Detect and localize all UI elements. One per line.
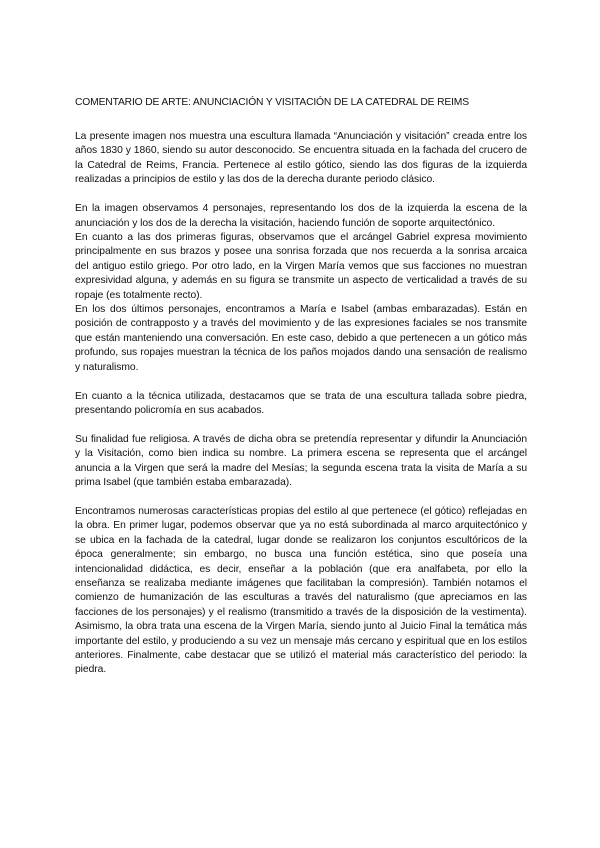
paragraph-technique: En cuanto a la técnica utilizada, destacamos que se trata de una escultura tallada sobre piedra, presentando policromía en sus acabados. [75, 390, 527, 416]
document-body [75, 96, 527, 678]
paragraph-characteristics: Encontramos numerosas características propias del estilo al que pertenece (el gótico) reflejadas en la obra. En primer lugar, podemos observar que ya no está subordinada al marco arquitectónico y se ubica en la fachada de la catedral, lugar donde se realizaron los conjuntos escultóricos de la época generalmente; sin embargo, no busca una función estética, sino que poseía una intencionalidad didáctica, es decir, enseñar a la población (que era analfabeta, por ello la enseñanza se realizaba mediante imágenes que facilitaban la compresión). También notamos el comienzo de humanización de las esculturas a través del naturalismo (que apreciamos en las facciones de los personajes) y el realismo (transmitido a través de la disposición de la vestimenta). Asimismo, la obra trata una escena de la Virgen María, siendo junto al Juicio Final la temática más importante del estilo, y produciendo a su vez un mensaje más cercano y espiritual que en los estilos anteriores. Finalmente, cabe destacar que se utilizó el material más característico del periodo: la piedra. [75, 505, 527, 676]
paragraph-first-figures: En cuanto a las dos primeras figuras, observamos que el arcángel Gabriel expresa movimiento principalmente en sus brazos y posee una sonrisa forzada que nos recuerda a la sonrisa arcaica del antiguo estilo griego. Por otro lado, en la Virgen María vemos que sus facciones no muestran expresividad alguna, y además en su figura se transmite un aspecto de verticalidad a través de su ropaje (es totalmente recto). [75, 231, 527, 301]
paragraph-characters: En la imagen observamos 4 personajes, representando los dos de la izquierda la escena de la anunciación y los dos de la derecha la visitación, haciendo función de soporte arquitectónico. [75, 203, 527, 229]
paragraph-last-figures: En los dos últimos personajes, encontramos a María e Isabel (ambas embarazadas). Están en posición de contrapposto y a través del movimiento y de las expresiones faciales se nos transmite que están manteniendo una conversación. En este caso, debido a que pertenecen a un gótico más profundo, sus ropajes muestran la técnica de los paños mojados dando una sensación de realismo y naturalismo. [75, 303, 527, 373]
paragraph-purpose: Su finalidad fue religiosa. A través de dicha obra se pretendía representar y difundir la Anunciación y la Visitación, como bien indica su nombre. La primera escena se representa que el arcángel anuncia a la Virgen que será la madre del Mesías; la segunda escena trata la visita de María a su prima Isabel (que también estaba embarazada). [75, 433, 527, 489]
paragraph-intro: La presente imagen nos muestra una escultura llamada “Anunciación y visitación” creada entre los años 1830 y 1860, siendo su autor desconocido. Se encuentra situada en la fachada del crucero de la Catedral de Reims, Francia. Pertenece al estilo gótico, siendo las dos figuras de la izquierda realizadas a principios de estilo y las dos de la derecha durante periodo clásico. [75, 131, 527, 186]
document-title: COMENTARIO DE ARTE: ANUNCIACIÓN Y VISITACIÓN DE LA CATEDRAL DE REIMS [75, 97, 469, 108]
